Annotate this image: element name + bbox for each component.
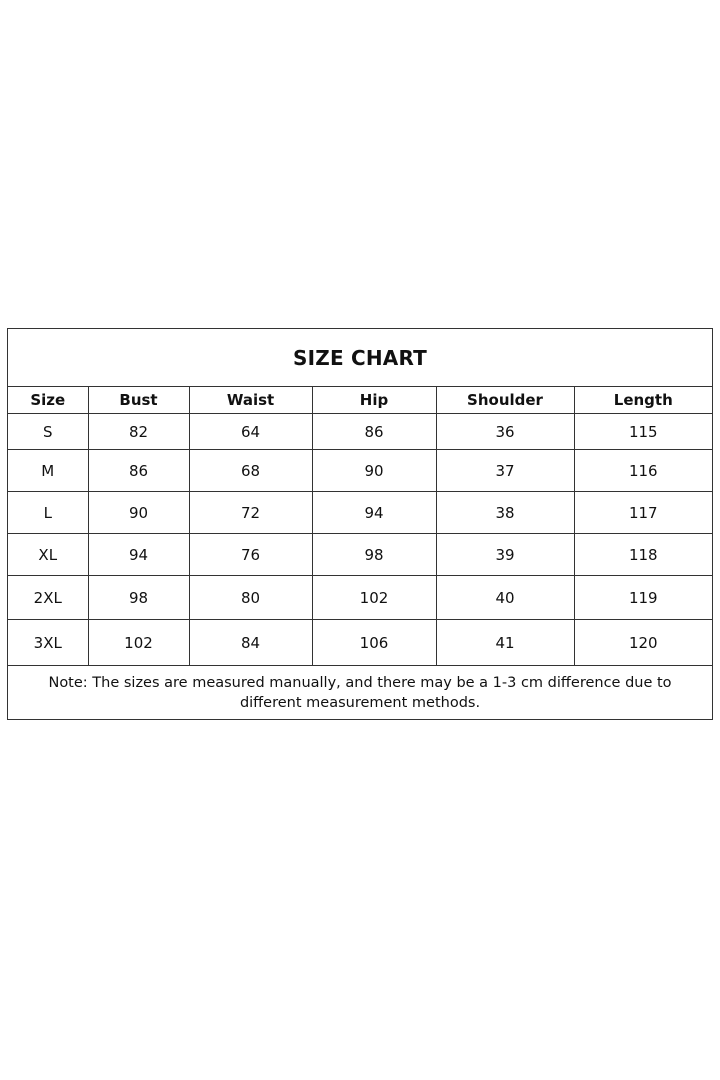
cell-bust: 82 [88, 414, 189, 450]
cell-shoulder: 37 [436, 450, 574, 492]
cell-length: 119 [574, 576, 712, 620]
cell-size: 3XL [8, 620, 88, 666]
cell-size: L [8, 492, 88, 534]
cell-hip: 90 [312, 450, 436, 492]
cell-hip: 102 [312, 576, 436, 620]
cell-shoulder: 41 [436, 620, 574, 666]
column-header-waist: Waist [189, 387, 312, 414]
cell-hip: 86 [312, 414, 436, 450]
cell-waist: 76 [189, 534, 312, 576]
cell-size: M [8, 450, 88, 492]
cell-waist: 64 [189, 414, 312, 450]
cell-length: 117 [574, 492, 712, 534]
cell-size: 2XL [8, 576, 88, 620]
cell-length: 115 [574, 414, 712, 450]
cell-bust: 102 [88, 620, 189, 666]
column-header-hip: Hip [312, 387, 436, 414]
column-header-size: Size [8, 387, 88, 414]
cell-hip: 98 [312, 534, 436, 576]
cell-bust: 90 [88, 492, 189, 534]
cell-length: 116 [574, 450, 712, 492]
cell-waist: 84 [189, 620, 312, 666]
cell-shoulder: 38 [436, 492, 574, 534]
cell-bust: 86 [88, 450, 189, 492]
cell-hip: 106 [312, 620, 436, 666]
table-row [8, 492, 712, 534]
column-header-shoulder: Shoulder [436, 387, 574, 414]
cell-bust: 94 [88, 534, 189, 576]
cell-bust: 98 [88, 576, 189, 620]
table-row [8, 576, 712, 620]
table-row [8, 534, 712, 576]
cell-shoulder: 40 [436, 576, 574, 620]
header-row [8, 387, 712, 414]
table-row [8, 620, 712, 666]
cell-waist: 80 [189, 576, 312, 620]
cell-hip: 94 [312, 492, 436, 534]
chart-title: SIZE CHART [8, 329, 712, 387]
size-chart [7, 328, 713, 720]
cell-length: 120 [574, 620, 712, 666]
cell-size: S [8, 414, 88, 450]
table-row [8, 414, 712, 450]
cell-shoulder: 36 [436, 414, 574, 450]
size-table [8, 329, 712, 720]
cell-length: 118 [574, 534, 712, 576]
column-header-length: Length [574, 387, 712, 414]
cell-shoulder: 39 [436, 534, 574, 576]
measurement-note: Note: The sizes are measured manually, and there may be a 1-3 cm difference due to different measurement methods. [8, 666, 712, 721]
cell-size: XL [8, 534, 88, 576]
table-row [8, 450, 712, 492]
cell-waist: 72 [189, 492, 312, 534]
column-header-bust: Bust [88, 387, 189, 414]
cell-waist: 68 [189, 450, 312, 492]
